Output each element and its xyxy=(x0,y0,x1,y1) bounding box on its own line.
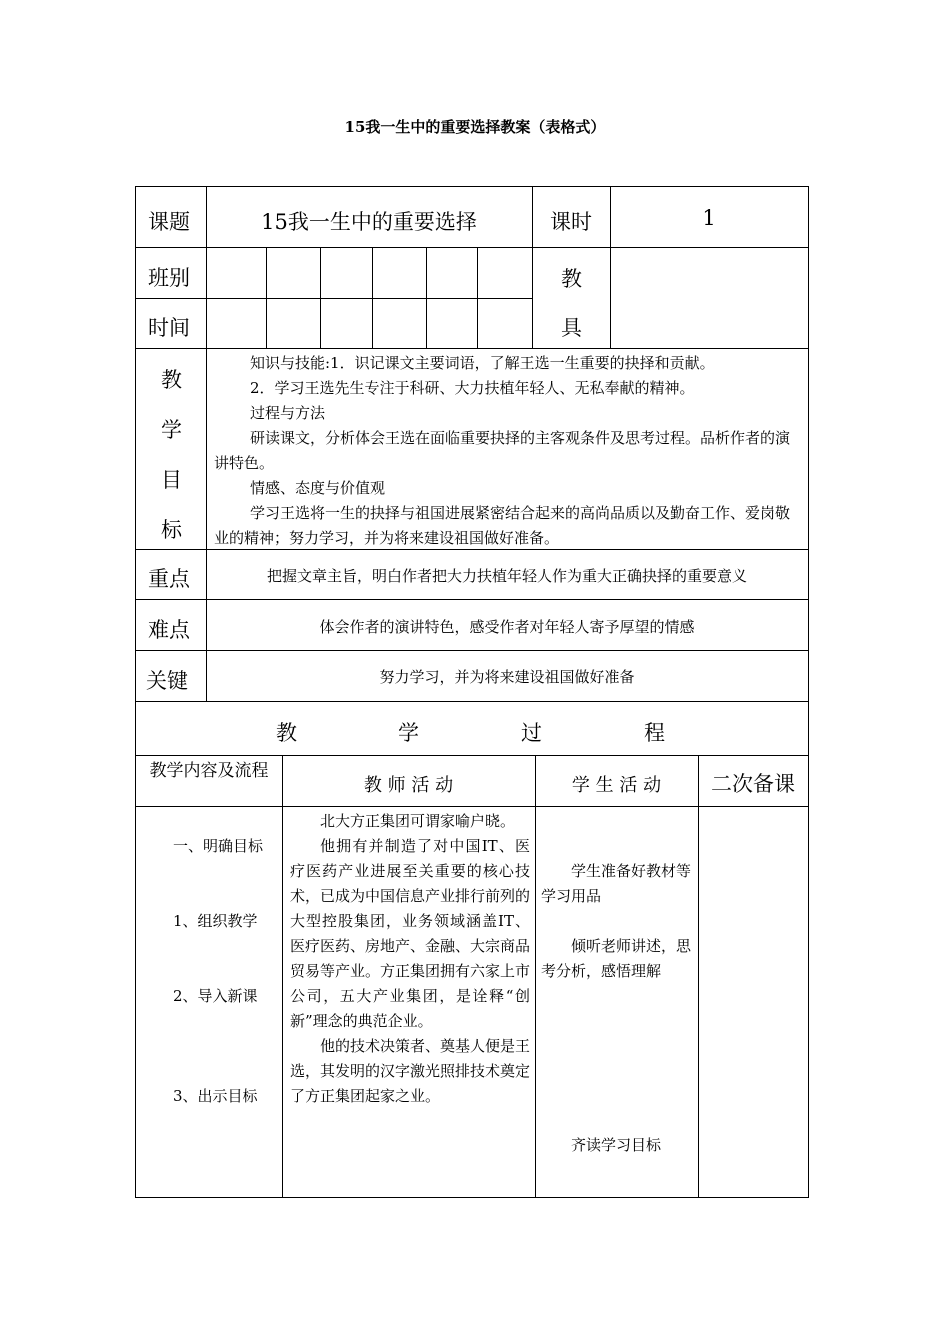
topic-label: 课题 xyxy=(148,210,190,234)
table-line xyxy=(266,247,267,349)
aids-label-top: 教 xyxy=(561,267,582,291)
document-title: 15我一生中的重要选择教案（表格式） xyxy=(344,118,606,136)
table-line xyxy=(426,247,427,349)
table-line xyxy=(135,348,809,349)
teacher-paragraph: 北大方正集团可谓家喻户晓。 xyxy=(320,812,516,830)
goal-line: 研读课文，分析体会王选在面临重要抉择的主客观条件及思考过程。品析作者的演讲特色。 xyxy=(214,429,791,472)
goals-content xyxy=(214,351,802,551)
table-line xyxy=(698,755,699,1198)
teacher-paragraph: 他的技术决策者、奠基人便是王选，其发明的汉字激光照排技术奠定了方正集团起家之业。 xyxy=(290,1037,531,1105)
table-line xyxy=(135,247,809,248)
goals-label-char: 学 xyxy=(161,418,182,442)
key-value: 努力学习，并为将来建设祖国做好准备 xyxy=(379,668,635,686)
goal-line: 学习王选将一生的抉择与祖国进展紧密结合起来的高尚品质以及勤奋工作、爱岗敬业的精神；努力学习，并为将来建设祖国做好准备。 xyxy=(214,504,791,547)
table-line xyxy=(535,755,536,1198)
process-heading-char: 程 xyxy=(644,721,665,745)
table-line xyxy=(135,1197,809,1198)
table-line xyxy=(135,186,809,187)
focus-value: 把握文章主旨，明白作者把大力扶植年轻人作为重大正确抉择的重要意义 xyxy=(266,567,747,585)
teacher-activity xyxy=(290,809,530,1109)
period-value: 1 xyxy=(702,206,716,230)
goals-label-char: 标 xyxy=(161,518,182,542)
aids-label-bottom: 具 xyxy=(561,316,582,340)
table-line xyxy=(135,806,809,807)
period-label: 课时 xyxy=(550,210,592,234)
process-heading-char: 过 xyxy=(521,721,542,745)
goal-line: 情感、态度与价值观 xyxy=(250,479,386,497)
process-step: 2、导入新课 xyxy=(173,987,258,1005)
table-line xyxy=(282,755,283,1198)
goal-line: 2．学习王选先生专注于科研、大力扶植年轻人、无私奉献的精神。 xyxy=(250,379,695,397)
key-label: 关键 xyxy=(146,669,188,693)
table-line xyxy=(532,186,533,349)
difficulty-value: 体会作者的演讲特色，感受作者对年轻人寄予厚望的情感 xyxy=(319,618,695,636)
table-line xyxy=(135,298,533,299)
goal-line: 知识与技能:1．识记课文主要词语，了解王选一生重要的抉择和贡献。 xyxy=(250,354,715,372)
process-step: 1、组织教学 xyxy=(173,912,258,930)
process-step: 3、出示目标 xyxy=(173,1087,258,1105)
class-label: 班别 xyxy=(148,266,190,290)
process-heading-char: 教 xyxy=(276,721,297,745)
table-line xyxy=(808,186,809,1198)
table-line xyxy=(135,755,809,756)
table-line xyxy=(135,186,136,1198)
student-activity-item: 倾听老师讲述，思考分析，感悟理解 xyxy=(541,937,692,980)
table-line xyxy=(135,599,809,600)
col-header-student: 学 生 活 动 xyxy=(571,775,662,796)
teacher-paragraph: 他拥有并制造了对中国IT、医疗医药产业进展至关重要的核心技术，已成为中国信息产业排行前列的大型控股集团，业务领域涵盖IT、医疗医药、房地产、金融、大宗商品贸易等产业。方正集团拥有六家上市公司，五大产业集团，是诠释“创新”理念的典范企业。 xyxy=(290,837,531,1030)
topic-value: 15我一生中的重要选择 xyxy=(261,210,477,234)
student-activity-item: 学生准备好教材等学习用品 xyxy=(541,862,692,905)
col-header-content: 教学内容及流程 xyxy=(149,761,269,781)
table-line xyxy=(135,701,809,702)
goal-line: 过程与方法 xyxy=(250,404,326,422)
difficulty-label: 难点 xyxy=(148,618,190,642)
table-line xyxy=(372,247,373,349)
process-heading-char: 学 xyxy=(398,721,419,745)
student-activity-item: 齐读学习目标 xyxy=(571,1136,662,1154)
focus-label: 重点 xyxy=(148,567,190,591)
process-step: 一、明确目标 xyxy=(173,837,264,855)
table-line xyxy=(320,247,321,349)
table-line xyxy=(477,247,478,349)
time-label: 时间 xyxy=(148,316,190,340)
col-header-teacher: 教 师 活 动 xyxy=(363,775,454,796)
table-line xyxy=(135,650,809,651)
goals-label-char: 目 xyxy=(161,468,182,492)
goals-label-char: 教 xyxy=(161,368,182,392)
col-header-prep: 二次备课 xyxy=(711,772,795,796)
